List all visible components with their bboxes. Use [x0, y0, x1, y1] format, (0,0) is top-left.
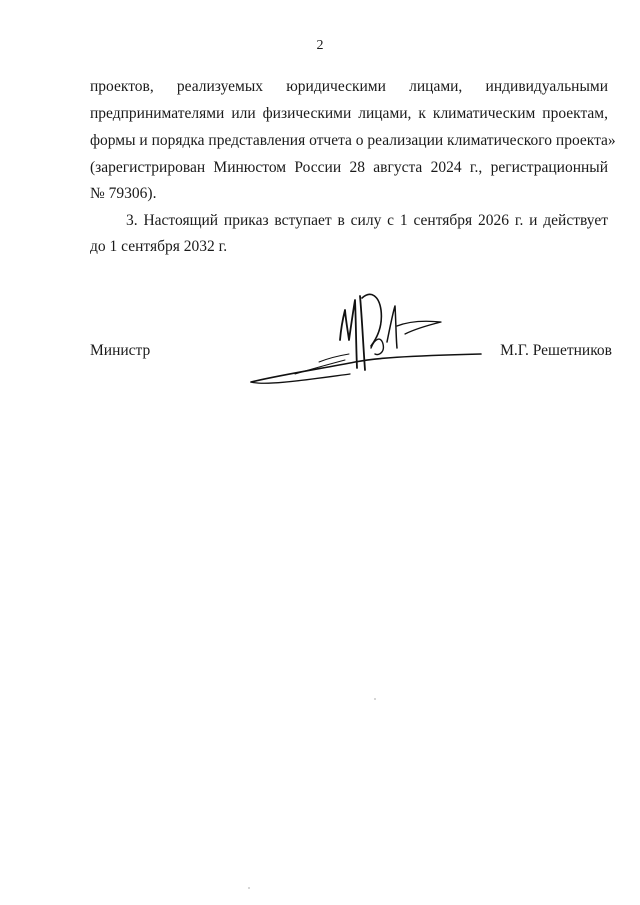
- paragraph-line: № 79306).: [90, 185, 157, 202]
- paragraph-line: предпринимателями или физическими лицами, к климатическим проектам,: [90, 105, 608, 122]
- scan-artifact: [248, 887, 250, 889]
- paragraph-line: 3. Настоящий приказ вступает в силу с 1 сентября 2026 г. и действует: [126, 212, 608, 229]
- paragraph-line: формы и порядка представления отчета о реализации климатического проекта»: [90, 132, 616, 149]
- page-number: 2: [316, 38, 324, 53]
- paragraph-line: проектов, реализуемых юридическими лицами, индивидуальными: [90, 78, 608, 95]
- scan-artifact: [374, 698, 376, 700]
- signer-name: М.Г. Решетников: [500, 342, 612, 359]
- signer-role: Министр: [90, 342, 151, 359]
- paragraph-line: до 1 сентября 2032 г.: [90, 238, 228, 255]
- paragraph-line: (зарегистрирован Минюстом России 28 августа 2024 г., регистрационный: [90, 159, 608, 176]
- handwritten-signature: [245, 282, 485, 392]
